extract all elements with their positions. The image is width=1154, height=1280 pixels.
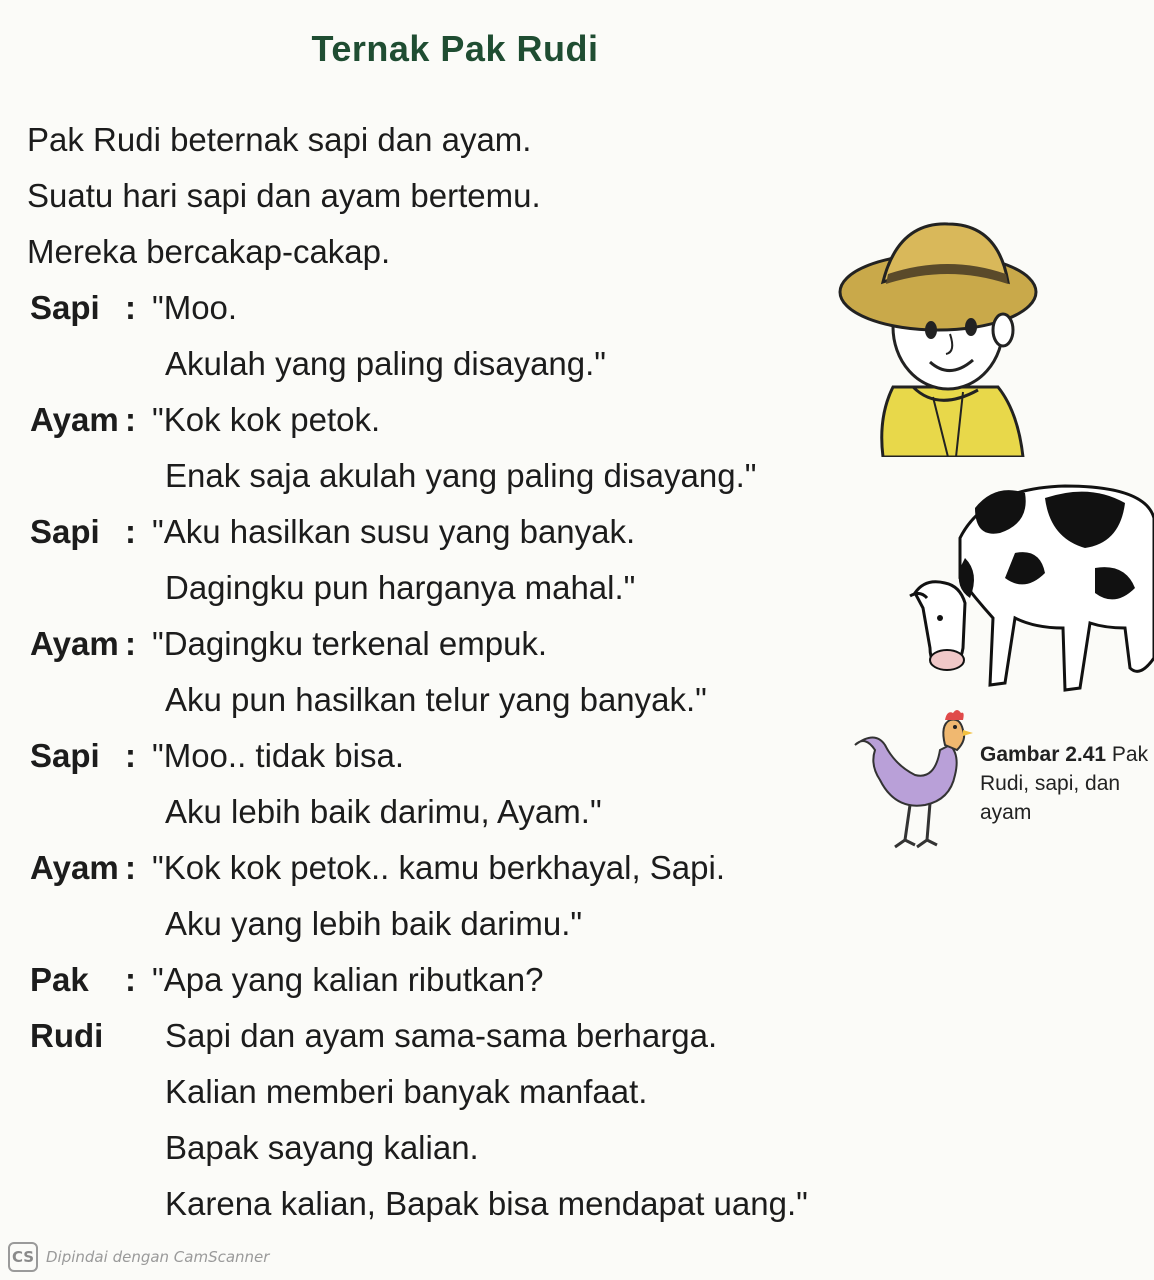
speech-line: "Apa yang kalian ributkan? — [152, 961, 544, 998]
dialogue-turn-pak-rudi — [30, 952, 850, 1232]
intro-line: Suatu hari sapi dan ayam bertemu. — [27, 177, 541, 214]
intro-line: Mereka bercakap-cakap. — [27, 233, 391, 270]
dialogue-turn-ayam — [30, 616, 850, 728]
speaker-name: Sapi — [30, 737, 100, 774]
dialogue-turn-ayam — [30, 840, 850, 952]
speaker-name: Sapi — [30, 289, 100, 326]
farmer-illustration — [838, 212, 1038, 457]
camscanner-logo-icon: CS — [8, 1242, 38, 1272]
watermark-text: Dipindai dengan CamScanner — [46, 1248, 270, 1266]
speech-line: Kalian memberi banyak manfaat. — [165, 1073, 648, 1110]
page-title: Ternak Pak Rudi — [311, 28, 599, 69]
speaker-name-continued: Rudi — [30, 1017, 104, 1054]
figure-caption-text: Pak Rudi, sapi, dan ayam — [980, 743, 1149, 824]
dialogue-turn-sapi — [30, 280, 850, 392]
dialogue-turn-sapi — [30, 728, 850, 840]
speaker-colon: : — [125, 961, 136, 998]
speech-line: Akulah yang paling disayang." — [165, 345, 607, 382]
speaker-name: Pak — [30, 961, 89, 998]
intro-line: Pak Rudi beternak sapi dan ayam. — [27, 121, 532, 158]
cow-illustration — [905, 478, 1154, 703]
speaker-colon: : — [125, 401, 136, 438]
speaker-colon: : — [125, 289, 136, 326]
hen-illustration — [845, 705, 975, 855]
speaker-name: Ayam — [30, 849, 119, 886]
speech-line: "Dagingku terkenal empuk. — [152, 625, 548, 662]
speech-line: "Kok kok petok. — [152, 401, 381, 438]
speech-line: Dagingku pun harganya mahal." — [165, 569, 636, 606]
speaker-colon: : — [125, 737, 136, 774]
scanner-watermark — [8, 1240, 269, 1274]
dialogue-turn-sapi — [30, 504, 850, 616]
speech-line: "Moo.. tidak bisa. — [152, 737, 404, 774]
speech-line: "Aku hasilkan susu yang banyak. — [152, 513, 636, 550]
speech-line: "Kok kok petok.. kamu berkhayal, Sapi. — [152, 849, 726, 886]
speech-line: Bapak sayang kalian. — [165, 1129, 479, 1166]
dialogue — [30, 280, 850, 1232]
speech-line: Karena kalian, Bapak bisa mendapat uang." — [165, 1185, 808, 1222]
intro-paragraph — [27, 112, 541, 280]
speaker-name: Ayam — [30, 625, 119, 662]
speaker-colon: : — [125, 513, 136, 550]
speech-line: "Moo. — [152, 289, 238, 326]
speech-line: Enak saja akulah yang paling disayang." — [165, 457, 757, 494]
speaker-colon: : — [125, 849, 136, 886]
speech-line: Aku yang lebih baik darimu." — [165, 905, 583, 942]
speaker-name: Ayam — [30, 401, 119, 438]
speaker-colon: : — [125, 625, 136, 662]
figure-caption — [980, 740, 1150, 827]
figure-label: Gambar 2.41 — [980, 743, 1107, 766]
speech-line: Aku pun hasilkan telur yang banyak." — [165, 681, 707, 718]
speech-line: Sapi dan ayam sama-sama berharga. — [165, 1017, 718, 1054]
dialogue-turn-ayam — [30, 392, 850, 504]
speech-line: Aku lebih baik darimu, Ayam." — [165, 793, 602, 830]
speaker-name: Sapi — [30, 513, 100, 550]
